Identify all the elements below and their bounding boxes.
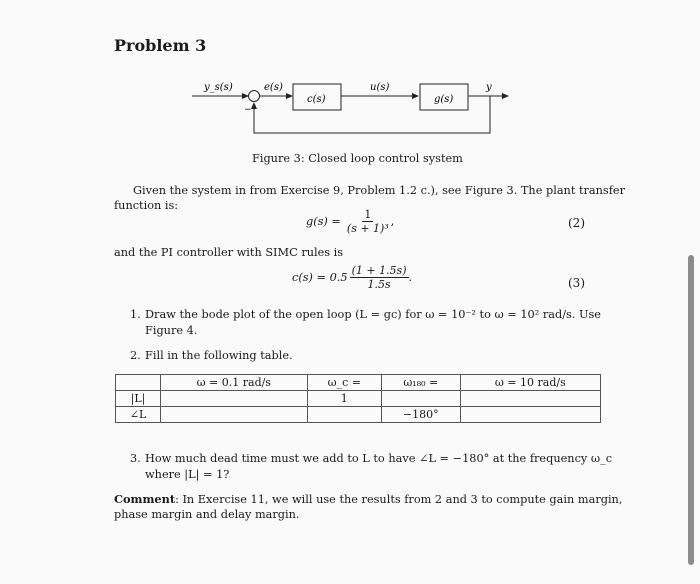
table-cell: [381, 391, 460, 407]
eq2-denominator: (s + 1)³: [346, 222, 389, 235]
item2-text: Fill in the following table.: [145, 349, 293, 362]
figure-caption: Figure 3: Closed loop control system: [252, 152, 463, 165]
feedback-path: [254, 96, 490, 133]
item1-number: 1.: [130, 308, 141, 321]
scrollbar[interactable]: [688, 255, 694, 565]
table-row: [116, 391, 601, 407]
summing-junction: [249, 91, 260, 102]
eq2-lhs: g(s) =: [306, 215, 341, 228]
item3-line2: where |L| = 1?: [145, 468, 230, 481]
table-header-cell: ω = 0.1 rad/s: [161, 375, 308, 391]
eq3-lhs: c(s) = 0.5: [292, 271, 348, 284]
table-cell: ∠L: [116, 407, 161, 423]
table-header-cell: ω = 10 rad/s: [460, 375, 600, 391]
table-cell: [161, 391, 308, 407]
intro-line2: function is:: [114, 199, 179, 212]
table-cell: [460, 391, 600, 407]
table-header-cell: [116, 375, 161, 391]
fill-table: [115, 374, 601, 423]
comment-label: Comment: [114, 492, 176, 506]
table-cell: [307, 407, 381, 423]
minus-sign: −: [244, 105, 252, 115]
g-block-label: g(s): [434, 94, 454, 105]
eq2-number: (2): [568, 216, 585, 230]
eq3-fraction: [350, 264, 409, 292]
eq3-denominator: 1.5s: [367, 278, 391, 291]
eq3-numerator: (1 + 1.5s): [351, 264, 407, 277]
intro-line1: Given the system in from Exercise 9, Problem 1.2 c.), see Figure 3. The plant transfer: [133, 184, 625, 197]
c-block-label: c(s): [307, 94, 326, 105]
table-cell: −180°: [381, 407, 460, 423]
table-cell: [161, 407, 308, 423]
item1-line1: Draw the bode plot of the open loop (L = gc) for ω = 10⁻² to ω = 10² rad/s. Use: [145, 308, 601, 321]
table-header-cell: ω_c =: [307, 375, 381, 391]
equation-3: [292, 264, 412, 292]
equation-2: [306, 208, 394, 236]
block-diagram: [180, 72, 520, 140]
item3-line1: How much dead time must we add to L to have ∠L = −180° at the frequency ω_c: [145, 452, 613, 465]
pi-text: and the PI controller with SIMC rules is: [114, 246, 344, 259]
table-cell: |L|: [116, 391, 161, 407]
eq2-numerator: 1: [364, 208, 372, 221]
comment-line2: phase margin and delay margin.: [114, 508, 300, 521]
problem-title: Problem 3: [114, 36, 207, 55]
y-label: y: [486, 82, 492, 93]
table-header-cell: ω₁₈₀ =: [381, 375, 460, 391]
table-cell: 1: [307, 391, 381, 407]
table-header-row: [116, 375, 601, 391]
eq3-number: (3): [568, 276, 585, 290]
table-row: [116, 407, 601, 423]
comment-text: : In Exercise 11, we will use the results from 2 and 3 to compute gain margin,: [175, 493, 623, 506]
eq2-tail: ,: [390, 215, 395, 228]
e-label: e(s): [264, 82, 283, 93]
eq2-fraction: [345, 208, 391, 236]
item1-line2: Figure 4.: [145, 324, 198, 337]
item3-number: 3.: [130, 452, 141, 465]
comment-line1: [114, 491, 622, 508]
eq3-tail: .: [408, 271, 413, 284]
item2-number: 2.: [130, 349, 141, 362]
table-cell: [460, 407, 600, 423]
ys-label: y_s(s): [204, 82, 233, 93]
u-label: u(s): [370, 82, 390, 93]
